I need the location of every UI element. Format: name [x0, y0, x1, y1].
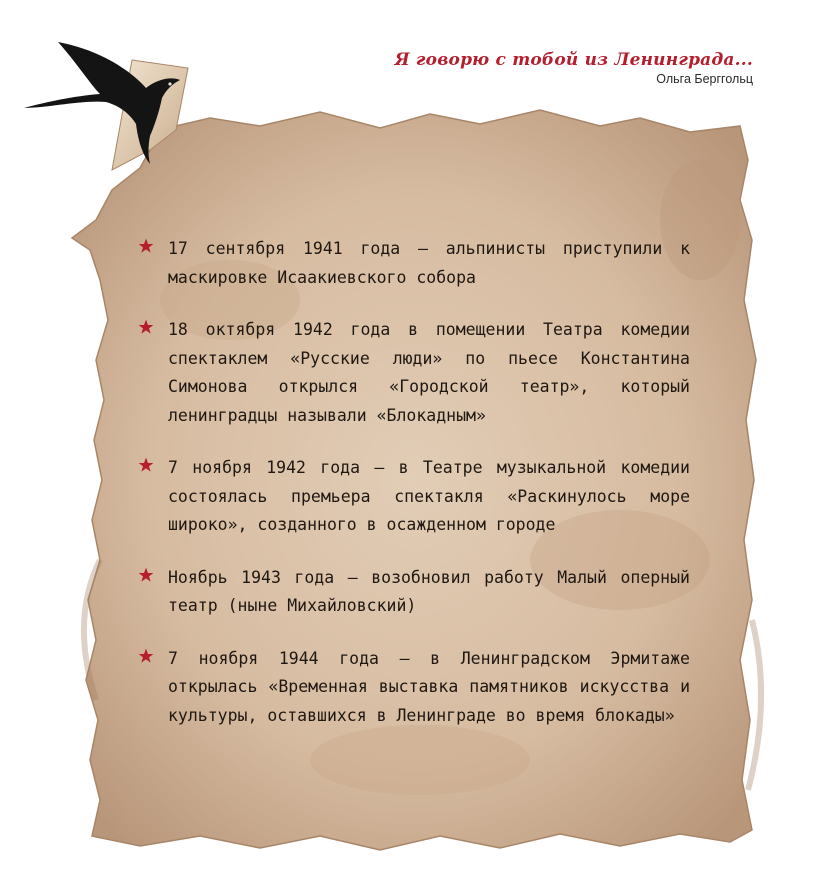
event-text: 7 ноября 1944 года – в Ленинградском Эрмитаже открылась «Временная выставка памятников искусства и культуры, оставшихся в Ленинграде во время блокады» [168, 648, 690, 725]
quote-author: Ольга Берггольц [656, 72, 753, 86]
red-star-icon [138, 567, 154, 583]
red-star-icon [138, 648, 154, 664]
list-item [138, 235, 690, 292]
event-text: 17 сентября 1941 года – альпинисты приступили к маскировке Исаакиевского собора [168, 239, 690, 287]
list-item [138, 316, 690, 430]
red-star-icon [138, 238, 154, 254]
red-star-icon [138, 319, 154, 335]
event-text: Ноябрь 1943 года – возобновил работу Малый оперный театр (ныне Михайловский) [168, 567, 690, 615]
list-item [138, 454, 690, 540]
event-text: 18 октября 1942 года в помещении Театра комедии спектаклем «Русские люди» по пьесе Константина Симонова открылся «Городской театр», который ленинградцы называли «Блокадным» [168, 320, 690, 425]
event-text: 7 ноября 1942 года – в Театре музыкальной комедии состоялась премьера спектакля «Раскинулось море широко», созданного в осажденном городе [168, 458, 690, 534]
swallow-icon [20, 36, 190, 166]
event-list [138, 235, 690, 754]
list-item [138, 564, 690, 621]
list-item [138, 645, 690, 731]
quote-text: Я говорю с тобой из Ленинграда... [394, 50, 753, 70]
red-star-icon [138, 457, 154, 473]
quote-block [395, 50, 753, 86]
